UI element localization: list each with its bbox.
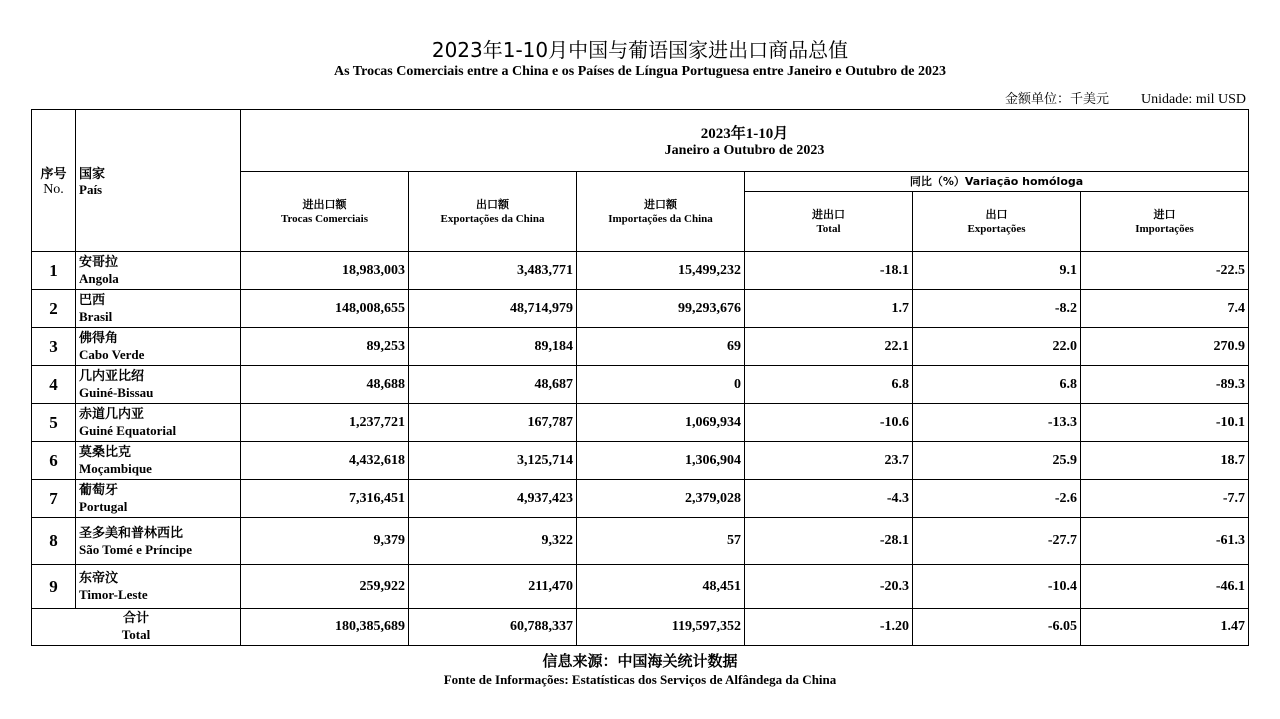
total-label-cn: 合计 [122, 611, 149, 626]
row-number: 2 [32, 290, 76, 328]
header-trade-pt: Trocas Comerciais [280, 212, 369, 225]
export-value: 9,322 [409, 518, 577, 565]
yoy-export-value: -13.3 [913, 404, 1081, 442]
yoy-total-value: 6.8 [745, 366, 913, 404]
yoy-import-value: -10.1 [1081, 404, 1249, 442]
header-yoy-imports [1081, 192, 1249, 252]
total-export-value: 60,788,337 [409, 609, 577, 646]
export-value: 3,125,714 [409, 442, 577, 480]
row-number: 6 [32, 442, 76, 480]
yoy-export-value: 6.8 [913, 366, 1081, 404]
country-cell [76, 404, 241, 442]
trade-value: 18,983,003 [241, 252, 409, 290]
header-yoy-total-cn: 进出口 [812, 207, 845, 221]
country-cell [76, 442, 241, 480]
export-value: 4,937,423 [409, 480, 577, 518]
country-cell [76, 480, 241, 518]
header-yoy-imports-cn: 进口 [1153, 207, 1176, 221]
country-cell [76, 328, 241, 366]
country-name-cn: 莫桑比克 [79, 445, 132, 460]
import-value: 99,293,676 [577, 290, 745, 328]
row-number: 3 [32, 328, 76, 366]
yoy-import-value: -61.3 [1081, 518, 1249, 565]
import-value: 2,379,028 [577, 480, 745, 518]
total-row [32, 609, 1249, 646]
header-row-period [32, 110, 1249, 172]
row-number: 5 [32, 404, 76, 442]
trade-value: 9,379 [241, 518, 409, 565]
header-period-cn: 2023年1-10月 [700, 126, 789, 142]
total-label-pt: Total [121, 627, 151, 642]
import-value: 1,306,904 [577, 442, 745, 480]
header-trade [241, 172, 409, 252]
table-row [32, 366, 1249, 404]
header-imports-pt: Importações da China [608, 212, 713, 225]
yoy-export-value: -2.6 [913, 480, 1081, 518]
country-name-pt: Timor-Leste [79, 587, 148, 602]
yoy-import-value: 7.4 [1081, 290, 1249, 328]
header-yoy [745, 172, 1249, 192]
yoy-total-value: 1.7 [745, 290, 913, 328]
trade-table [31, 109, 1249, 646]
header-yoy-imports-pt: Importações [1135, 222, 1194, 235]
header-yoy-exports-pt: Exportações [967, 222, 1026, 235]
trade-value: 48,688 [241, 366, 409, 404]
country-name-pt: Angola [79, 271, 119, 286]
header-exports-pt: Exportações da China [440, 212, 545, 225]
country-name-cn: 赤道几内亚 [79, 407, 145, 422]
total-import-value: 119,597,352 [577, 609, 745, 646]
header-country [76, 110, 241, 252]
row-number: 8 [32, 518, 76, 565]
country-cell [76, 366, 241, 404]
yoy-total-value: -28.1 [745, 518, 913, 565]
yoy-export-value: 25.9 [913, 442, 1081, 480]
country-cell [76, 290, 241, 328]
yoy-total-value: -10.6 [745, 404, 913, 442]
header-no-cn: 序号 [40, 167, 67, 182]
yoy-import-value: -7.7 [1081, 480, 1249, 518]
yoy-export-value: 22.0 [913, 328, 1081, 366]
header-exports-cn: 出口额 [476, 197, 509, 211]
header-period [241, 110, 1249, 172]
total-yoy-export-value: -6.05 [913, 609, 1081, 646]
table-row [32, 290, 1249, 328]
table-row [32, 404, 1249, 442]
import-value: 48,451 [577, 565, 745, 609]
table-row [32, 252, 1249, 290]
export-value: 89,184 [409, 328, 577, 366]
country-name-pt: Moçambique [79, 461, 152, 476]
yoy-export-value: -8.2 [913, 290, 1081, 328]
header-yoy-exports [913, 192, 1081, 252]
country-name-pt: Cabo Verde [79, 347, 145, 362]
row-number: 7 [32, 480, 76, 518]
source-chinese: 信息来源：中国海关统计数据 [542, 652, 738, 670]
country-cell [76, 518, 241, 565]
country-name-cn: 几内亚比绍 [79, 369, 145, 384]
country-name-pt: Guiné-Bissau [79, 385, 154, 400]
table-row [32, 565, 1249, 609]
total-yoy-import-value: 1.47 [1081, 609, 1249, 646]
yoy-total-value: -20.3 [745, 565, 913, 609]
country-name-cn: 巴西 [79, 293, 106, 308]
country-name-cn: 圣多美和普林西比 [79, 525, 184, 541]
country-name-pt: São Tomé e Príncipe [79, 541, 193, 557]
total-trade-value: 180,385,689 [241, 609, 409, 646]
table-row [32, 518, 1249, 565]
table-row [32, 442, 1249, 480]
yoy-total-value: 23.7 [745, 442, 913, 480]
import-value: 69 [577, 328, 745, 366]
header-yoy-total-pt: Total [816, 222, 841, 235]
export-value: 48,714,979 [409, 290, 577, 328]
header-yoy-exports-cn: 出口 [985, 207, 1008, 221]
import-value: 1,069,934 [577, 404, 745, 442]
title-chinese: 2023年1-10月中国与葡语国家进出口商品总值 [431, 38, 849, 62]
trade-value: 7,316,451 [241, 480, 409, 518]
trade-value: 1,237,721 [241, 404, 409, 442]
header-no [32, 110, 76, 252]
country-name-pt: Portugal [79, 499, 128, 514]
total-label [32, 609, 241, 646]
country-name-pt: Brasil [79, 309, 113, 324]
import-value: 15,499,232 [577, 252, 745, 290]
yoy-import-value: -46.1 [1081, 565, 1249, 609]
yoy-import-value: 18.7 [1081, 442, 1249, 480]
unit-portuguese: Unidade: mil USD [1141, 92, 1246, 107]
trade-value: 89,253 [241, 328, 409, 366]
country-cell [76, 252, 241, 290]
header-country-cn: 国家 [79, 167, 106, 182]
unit-label [1005, 88, 1246, 108]
yoy-total-value: -4.3 [745, 480, 913, 518]
export-value: 3,483,771 [409, 252, 577, 290]
country-cell [76, 565, 241, 609]
row-number: 1 [32, 252, 76, 290]
header-yoy-label: 同比（%）Variação homóloga [909, 174, 1084, 188]
export-value: 167,787 [409, 404, 577, 442]
import-value: 57 [577, 518, 745, 565]
header-yoy-total [745, 192, 913, 252]
table-row [32, 480, 1249, 518]
header-exports [409, 172, 577, 252]
country-name-cn: 东帝汶 [79, 571, 119, 586]
yoy-total-value: -18.1 [745, 252, 913, 290]
trade-value: 4,432,618 [241, 442, 409, 480]
header-no-pt: No. [43, 182, 64, 197]
yoy-total-value: 22.1 [745, 328, 913, 366]
yoy-export-value: -27.7 [913, 518, 1081, 565]
header-period-pt: Janeiro a Outubro de 2023 [664, 143, 825, 158]
header-country-pt: País [79, 182, 103, 197]
trade-value: 148,008,655 [241, 290, 409, 328]
yoy-export-value: 9.1 [913, 252, 1081, 290]
row-number: 4 [32, 366, 76, 404]
title-portuguese: As Trocas Comerciais entre a China e os Países de Língua Portuguesa entre Janeiro e Outubro de 2023 [334, 64, 946, 79]
trade-value: 259,922 [241, 565, 409, 609]
header-trade-cn: 进出口额 [302, 197, 347, 211]
country-name-pt: Guiné Equatorial [79, 423, 177, 438]
table-row [32, 328, 1249, 366]
yoy-import-value: -22.5 [1081, 252, 1249, 290]
country-name-cn: 葡萄牙 [79, 483, 119, 498]
country-name-cn: 安哥拉 [79, 255, 119, 270]
export-value: 48,687 [409, 366, 577, 404]
total-yoy-total-value: -1.20 [745, 609, 913, 646]
source-portuguese: Fonte de Informações: Estatísticas dos Serviços de Alfândega da China [443, 672, 837, 687]
export-value: 211,470 [409, 565, 577, 609]
header-imports [577, 172, 745, 252]
row-number: 9 [32, 565, 76, 609]
yoy-export-value: -10.4 [913, 565, 1081, 609]
header-imports-cn: 进口额 [644, 197, 677, 211]
import-value: 0 [577, 366, 745, 404]
unit-chinese: 金额单位：千美元 [1004, 92, 1109, 107]
yoy-import-value: -89.3 [1081, 366, 1249, 404]
yoy-import-value: 270.9 [1081, 328, 1249, 366]
country-name-cn: 佛得角 [79, 331, 119, 346]
